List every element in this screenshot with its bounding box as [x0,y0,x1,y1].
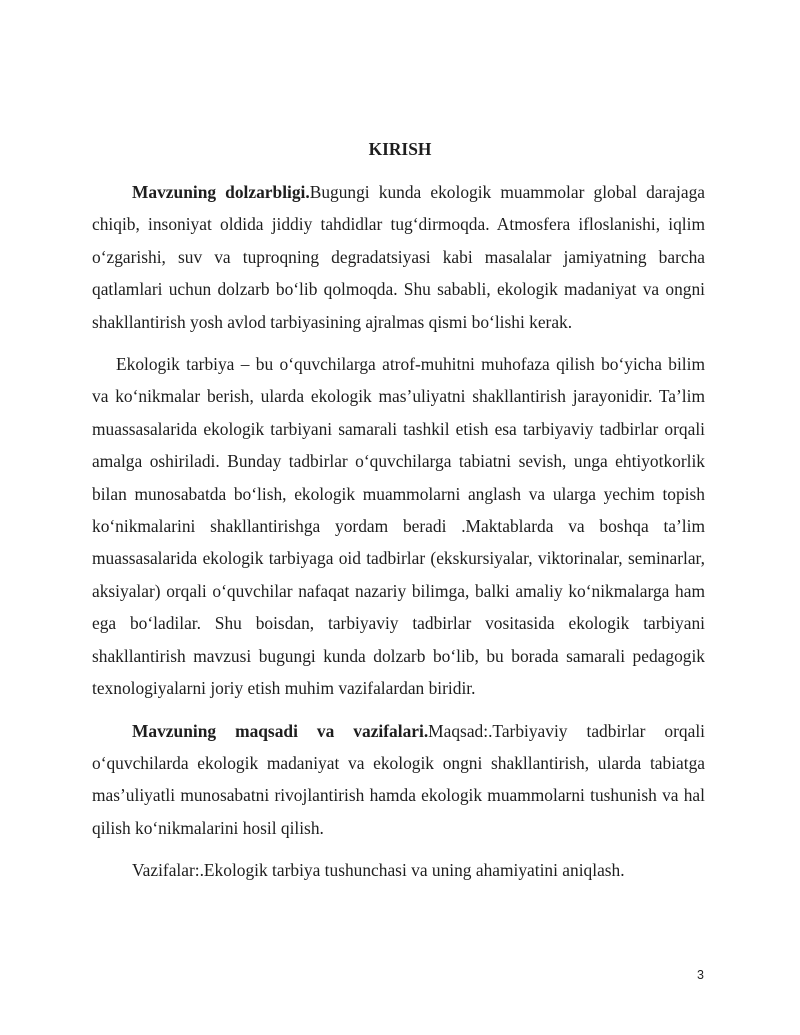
paragraph-text: Vazifalar:.Ekologik tarbiya tushunchasi va uning ahamiyatini aniqlash. [132,860,625,881]
paragraph-text: Maqsad:.Tarbiyaviy tadbirlar orqali o‘quvchilarda ekologik madaniyat va ekologik ongni shakllantirish, ularda tabiatga mas’uliyatli munosabatni rivojlantirish hamda ekologik muammolarni tushunish va hal qilish ko‘nikmalarini hosil qilish. [92,720,705,838]
paragraph-lead: Mavzuning dolzarbligi. [132,182,310,202]
document-body [92,176,705,887]
paragraph-text: Ekologik tarbiya – bu o‘quvchilarga atrof-muhitni muhofaza qilish bo‘yicha bilim va ko‘nikmalar berish, ularda ekologik mas’uliyatni shakllantirish jarayonidir. Ta’lim muassasalarida ekologik tarbiyani samarali tashkil etish esa tarbiyaviy tadbirlar orqali amalga oshiriladi. Bunday tadbirlar o‘quvchilarga tabiatni sevish, unga ehtiyotkorlik bilan munosabatda bo‘lish, ekologik muammolarni anglash va ularga yechim topish ko‘nikmalarini shakllantirishga yordam beradi .Maktablarda va boshqa ta’lim muassasalarida ekologik tarbiyaga oid tadbirlar (ekskursiyalar, viktorinalar, seminarlar, aksiyalar) orqali o‘quvchilar nafaqat nazariy bilimga, balki amaliy ko‘nikmalarga ham ega bo‘ladilar. Shu boisdan, tarbiyaviy tadbirlar vositasida ekologik tarbiyani shakllantirish mavzusi bugungi kunda dolzarb bo‘lib, bu borada samarali pedagogik texnologiyalarni joriy etish muhim vazifalardan biridir. [92,354,705,699]
paragraph-tasks [92,854,705,886]
paragraph-ecological-education [92,348,705,704]
paragraph-relevance [92,176,705,338]
paragraph-lead: Mavzuning maqsadi va vazifalari. [132,720,429,741]
paragraph-text: Bugungi kunda ekologik muammolar global darajaga chiqib, insoniyat oldida jiddiy tahdidlar tug‘dirmoqda. Atmosfera ifloslanishi, iqlim o‘zgarishi, suv va tuproqning degradatsiyasi kabi masalalar jamiyatning barcha qatlamlari uchun dolzarb bo‘lib qolmoqda. Shu sababli, ekologik madaniyat va ongni shakllantirish yosh avlod tarbiyasining ajralmas qismi bo‘lishi kerak. [92,182,705,332]
page-number: 3 [697,968,704,982]
section-title: KIRISH [368,139,432,159]
paragraph-goals [92,715,705,845]
